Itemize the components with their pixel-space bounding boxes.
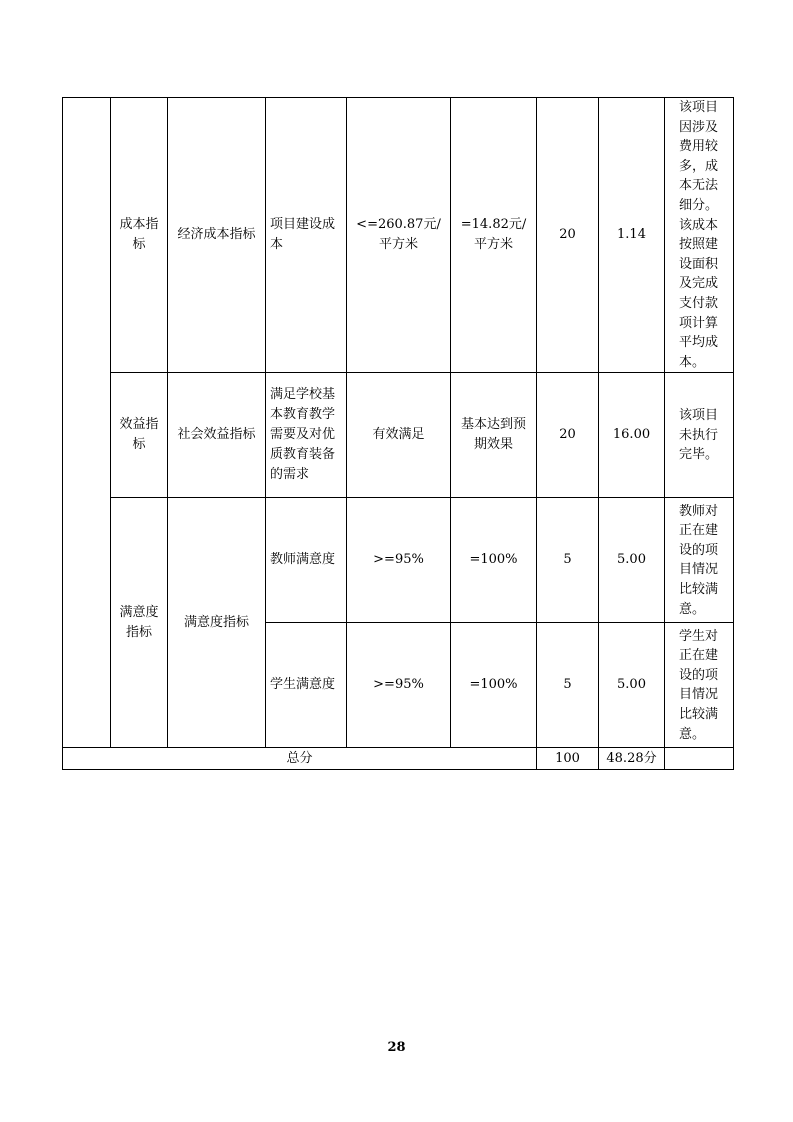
target-value: 有效满足 (347, 373, 451, 498)
third-level-indicator: 满意度指标 (168, 498, 266, 748)
deviation-note: 该项目因涉及费用较多，成本无法细分。该成本按照建设面积及完成支付款项计算平均成本。 (665, 98, 734, 373)
table-row (63, 498, 734, 623)
actual-value: 基本达到预期效果 (451, 373, 537, 498)
first-level-indicator-cell (63, 98, 111, 748)
actual-value: =100% (451, 623, 537, 748)
second-level-indicator: 满意度指标 (111, 498, 168, 748)
deviation-note: 该项目未执行完毕。 (665, 373, 734, 498)
score-value: 1.14 (599, 98, 665, 373)
table-row (63, 373, 734, 498)
score-value: 5.00 (599, 498, 665, 623)
deviation-note: 教师对正在建设的项目情况比较满意。 (665, 498, 734, 623)
target-value: <=260.87元/平方米 (347, 98, 451, 373)
weight-value: 20 (537, 98, 599, 373)
indicator-name: 教师满意度 (266, 498, 347, 623)
page-number: 28 (387, 1040, 406, 1055)
second-level-indicator: 效益指标 (111, 373, 168, 498)
weight-value: 5 (537, 498, 599, 623)
second-level-indicator: 成本指标 (111, 98, 168, 373)
indicator-name: 学生满意度 (266, 623, 347, 748)
target-value: >=95% (347, 623, 451, 748)
deviation-note: 学生对正在建设的项目情况比较满意。 (665, 623, 734, 748)
weight-value: 20 (537, 373, 599, 498)
indicator-name: 满足学校基本教育教学需要及对优质教育装备的需求 (266, 373, 347, 498)
weight-value: 5 (537, 623, 599, 748)
target-value: >=95% (347, 498, 451, 623)
score-value: 16.00 (599, 373, 665, 498)
table-row (63, 98, 734, 373)
score-value: 5.00 (599, 623, 665, 748)
indicator-name: 项目建设成本 (266, 98, 347, 373)
third-level-indicator: 社会效益指标 (168, 373, 266, 498)
total-score: 48.28分 (599, 748, 665, 770)
total-row (63, 748, 734, 770)
total-label: 总分 (63, 748, 537, 770)
third-level-indicator: 经济成本指标 (168, 98, 266, 373)
actual-value: =14.82元/平方米 (451, 98, 537, 373)
actual-value: =100% (451, 498, 537, 623)
performance-table (62, 97, 734, 770)
total-weight: 100 (537, 748, 599, 770)
total-note (665, 748, 734, 770)
